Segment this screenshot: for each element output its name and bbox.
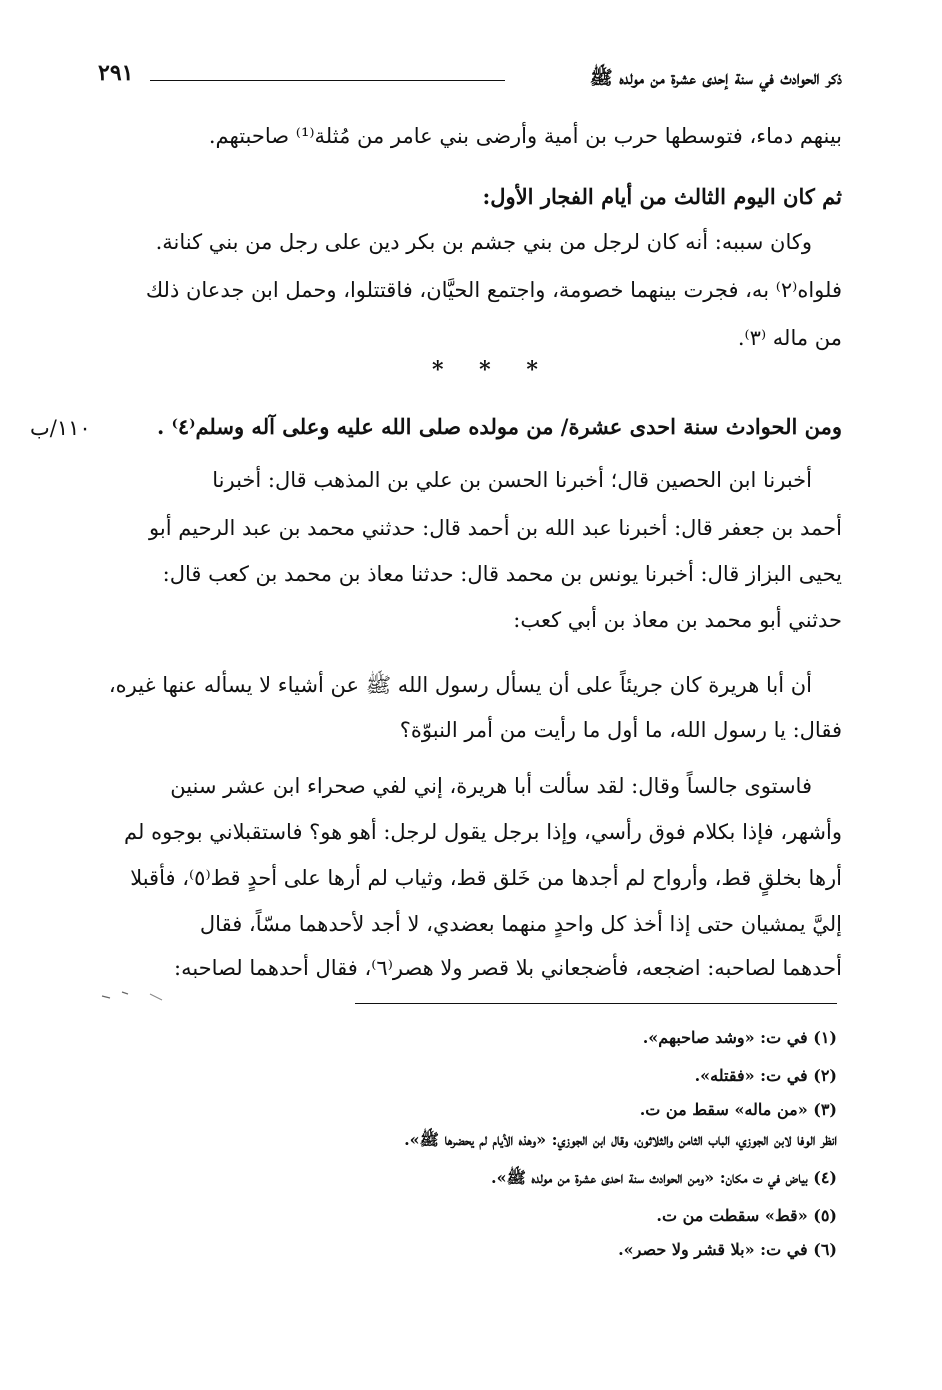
running-title: ذكر الحوادث في سنة إحدى عشرة من مولده ﷺ bbox=[589, 67, 842, 89]
paragraph-line: فقال: يا رسول الله، ما أول ما رأيت من أمر النبوّة؟ bbox=[399, 718, 842, 742]
footnote: (١) في ت: «وشد صاحبهم». bbox=[642, 1028, 837, 1047]
paragraph-line: أخبرنا ابن الحصين قال؛ أخبرنا الحسن بن علي بن المذهب قال: أخبرنا bbox=[212, 468, 812, 492]
paragraph-line: أحدهما لصاحبه: اضجعه، فأضجعاني بلا قصر ولا هصر⁽٦⁾، فقال أحدهما لصاحبه: bbox=[174, 956, 842, 980]
paragraph-line: من ماله ⁽٣⁾. bbox=[737, 326, 842, 350]
section-heading: ومن الحوادث سنة احدى عشرة/ من مولده صلى الله عليه وعلى آله وسلم⁽٤⁾ . bbox=[157, 414, 842, 439]
footnote: (٥) «قط» سقطت من ت. bbox=[656, 1206, 837, 1225]
footnote: انظر الوفا لابن الجوزي، الباب الثامن والثلاثون، وقال ابن الجوزي: «وهذه الأيام لم يحضرها ﷺ». bbox=[404, 1130, 837, 1149]
paragraph-line: وكان سببه: أنه كان لرجل من بني جشم بن بكر دين على رجل من بني كنانة. bbox=[155, 230, 812, 254]
paragraph-line: إليَّ يمشيان حتى إذا أخذ كل واحدٍ منهما بعضدي، لا أجد لأحدهما مسّاً، فقال bbox=[199, 912, 842, 936]
paragraph-line: أن أبا هريرة كان جريئاً على أن يسأل رسول الله ﷺ عن أشياء لا يسأله عنها غيره، bbox=[108, 673, 812, 697]
section-heading: ثم كان اليوم الثالث من أيام الفجار الأول: bbox=[482, 184, 842, 209]
paragraph-line: فاستوى جالساً وقال: لقد سألت أبا هريرة، إني لفي صحراء ابن عشر سنين bbox=[170, 774, 812, 798]
paragraph-line: يحيى البزاز قال: أخبرنا يونس بن محمد قال: حدثنا معاذ بن محمد بن كعب قال: bbox=[162, 562, 842, 586]
footnote: (٦) في ت: «بلا قشر ولا حصر». bbox=[618, 1240, 837, 1259]
footnote: (٢) في ت: «فقتله». bbox=[694, 1066, 837, 1085]
footnote: (٤) بياض في ت مكان: «ومن الحوادث سنة احدى عشرة من مولده ﷺ». bbox=[491, 1168, 837, 1187]
footnote-rule bbox=[355, 1003, 837, 1004]
section-separator: * * * bbox=[432, 357, 552, 383]
footnote: (٣) «من ماله» سقط من ت. bbox=[639, 1100, 837, 1119]
paragraph-line: أحمد بن جعفر قال: أخبرنا عبد الله بن أحمد قال: حدثني محمد بن عبد الرحيم أبو bbox=[149, 516, 842, 540]
paragraph-line: حدثني أبو محمد بن معاذ بن أبي كعب: bbox=[513, 608, 842, 632]
paragraph-line: بينهم دماء، فتوسطها حرب بن أمية وأرضى بني عامر من مُثلة⁽¹⁾ صاحبتهم. bbox=[208, 124, 842, 148]
paragraph-line: وأشهر، فإذا بكلام فوق رأسي، وإذا برجل يقول لرجل: أهو هو؟ فاستقبلاني بوجوه لم bbox=[124, 820, 842, 844]
paragraph-line: فلواه⁽٢⁾ به، فجرت بينهما خصومة، واجتمع الحيَّان، فاقتتلوا، وحمل ابن جدعان ذلك bbox=[145, 278, 842, 302]
header-rule bbox=[150, 80, 505, 81]
scan-speck-marks bbox=[100, 988, 180, 1008]
margin-folio-note: ١١٠/ب bbox=[30, 416, 91, 440]
paragraph-line: أرها بخلقٍ قط، وأرواح لم أجدها من خَلق قط، وثياب لم أرها على أحدٍ قط⁽٥⁾، فأقبلا bbox=[130, 866, 842, 890]
page-number: ٢٩١ bbox=[98, 60, 134, 86]
